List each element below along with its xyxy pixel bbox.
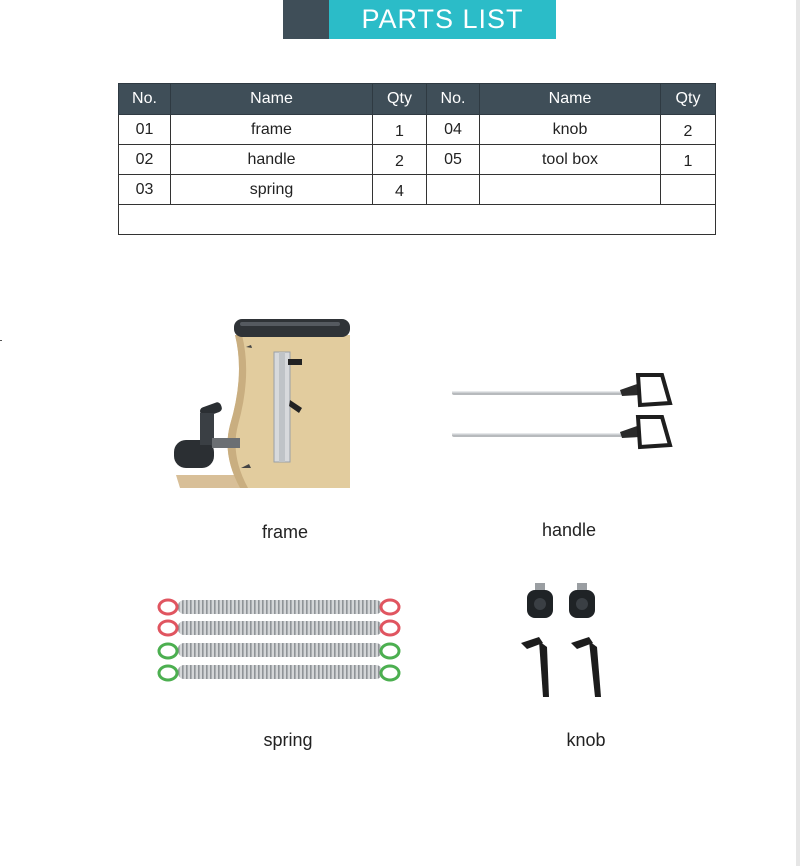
table-row [119, 115, 716, 145]
parts-table [118, 83, 716, 235]
header-name-2: Name [480, 84, 661, 115]
spring-caption: spring [263, 730, 313, 750]
table-row [119, 145, 716, 175]
header-qty-2: Qty [661, 84, 716, 115]
cell-empty [119, 205, 716, 235]
cell-qty [661, 175, 716, 205]
spring-image [150, 595, 410, 695]
page-edge [796, 0, 800, 866]
cell-name: spring [171, 175, 373, 205]
page-title: PARTS LIST [329, 0, 556, 39]
cell-qty: 4 [373, 175, 427, 205]
table-row [119, 175, 716, 205]
banner-block [283, 0, 329, 39]
handle-item [440, 365, 680, 555]
cell-no: 05 [427, 145, 480, 175]
cell-name [480, 175, 661, 205]
header-no: No. [119, 84, 171, 115]
handle-caption: handle [541, 520, 597, 540]
cell-no: 03 [119, 175, 171, 205]
cell-qty: 2 [661, 115, 716, 145]
cell-name: frame [171, 115, 373, 145]
frame-caption: frame [261, 522, 308, 542]
cell-name: knob [480, 115, 661, 145]
cell-qty: 2 [373, 145, 427, 175]
header-name: Name [171, 84, 373, 115]
header-qty: Qty [373, 84, 427, 115]
header-no-2: No. [427, 84, 480, 115]
cell-no: 04 [427, 115, 480, 145]
cell-no [427, 175, 480, 205]
cell-qty: 1 [661, 145, 716, 175]
cell-name: tool box [480, 145, 661, 175]
knob-image [505, 575, 625, 705]
margin-mark [0, 340, 2, 341]
frame-item [160, 305, 360, 555]
table-row-empty [119, 205, 716, 235]
spring-item [150, 595, 410, 765]
cell-no: 01 [119, 115, 171, 145]
frame-image [160, 305, 360, 495]
cell-qty: 1 [373, 115, 427, 145]
handle-image [440, 365, 680, 455]
knob-caption: knob [566, 730, 606, 750]
table-header-row [119, 84, 716, 115]
cell-no: 02 [119, 145, 171, 175]
cell-name: handle [171, 145, 373, 175]
title-banner [283, 0, 556, 39]
knob-item [505, 575, 625, 765]
